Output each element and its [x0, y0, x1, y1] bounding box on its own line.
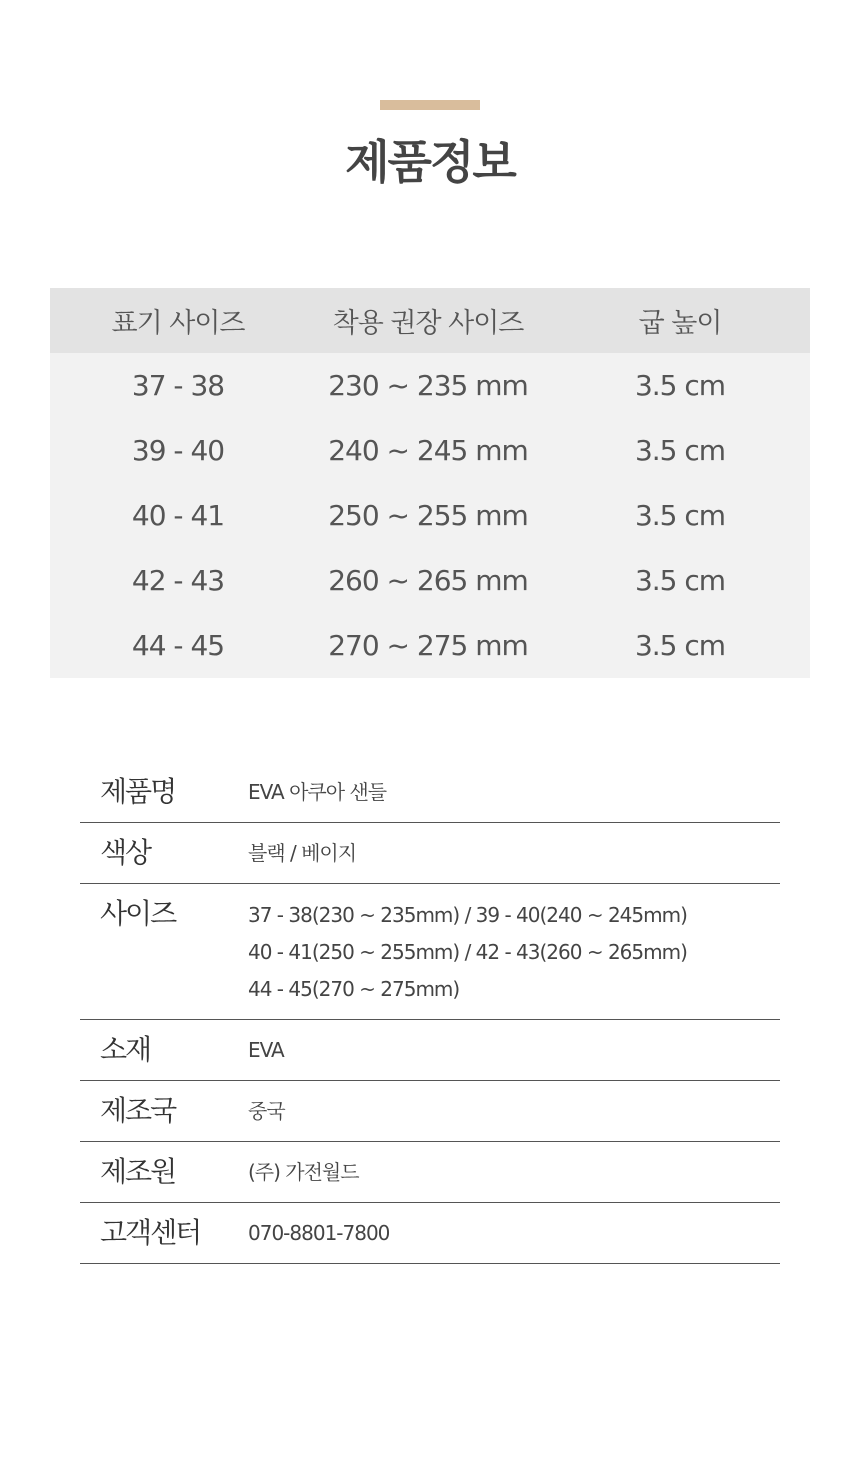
info-row-material	[80, 1020, 780, 1081]
info-value-size-list	[248, 884, 780, 1019]
size-label-cell: 37 - 38	[131, 369, 225, 402]
info-row-size	[80, 884, 780, 1020]
info-label: 고객센터	[100, 1216, 201, 1249]
table-row	[50, 353, 810, 418]
heel-height-cell: 3.5 cm	[634, 629, 726, 662]
size-table	[50, 288, 810, 678]
info-row-country	[80, 1081, 780, 1142]
recommended-size-cell: 240 ~ 245 mm	[328, 434, 528, 467]
size-line: 40 - 41(250 ~ 255mm) / 42 - 43(260 ~ 265mm)	[248, 940, 687, 964]
size-label-cell: 39 - 40	[131, 434, 225, 467]
recommended-size-cell: 250 ~ 255 mm	[328, 499, 528, 532]
info-value: 블랙 / 베이지	[248, 841, 357, 865]
info-value: 중국	[248, 1099, 285, 1123]
info-value: EVA	[248, 1038, 284, 1062]
size-line: 37 - 38(230 ~ 235mm) / 39 - 40(240 ~ 245mm)	[248, 903, 687, 927]
info-label: 색상	[100, 836, 151, 869]
table-row	[50, 548, 810, 613]
info-row-color	[80, 823, 780, 884]
info-value: 070-8801-7800	[248, 1221, 390, 1245]
page-title: 제품정보	[345, 135, 515, 189]
info-value: (주) 가전월드	[248, 1160, 359, 1184]
info-value: EVA 아쿠아 샌들	[248, 780, 387, 804]
heel-height-cell: 3.5 cm	[634, 499, 726, 532]
table-row	[50, 418, 810, 483]
recommended-size-cell: 270 ~ 275 mm	[328, 629, 528, 662]
header-heel-height: 굽 높이	[638, 308, 722, 339]
table-row	[50, 613, 810, 678]
recommended-size-cell: 230 ~ 235 mm	[328, 369, 528, 402]
size-label-cell: 42 - 43	[131, 564, 225, 597]
heel-height-cell: 3.5 cm	[634, 369, 726, 402]
info-row-manufacturer	[80, 1142, 780, 1203]
info-row-customer-center	[80, 1203, 780, 1264]
info-label: 제조국	[100, 1094, 176, 1127]
size-label-cell: 40 - 41	[131, 499, 225, 532]
size-line: 44 - 45(270 ~ 275mm)	[248, 977, 460, 1001]
info-row-product-name	[80, 762, 780, 823]
heel-height-cell: 3.5 cm	[634, 434, 726, 467]
heel-height-cell: 3.5 cm	[634, 564, 726, 597]
info-label: 제품명	[100, 775, 176, 808]
info-label: 사이즈	[100, 897, 176, 930]
size-label-cell: 44 - 45	[131, 629, 225, 662]
info-label: 소재	[100, 1033, 151, 1066]
info-label: 제조원	[100, 1155, 176, 1188]
size-table-header	[50, 288, 810, 353]
header-label-size: 표기 사이즈	[111, 308, 245, 339]
product-info-table	[80, 762, 780, 1264]
recommended-size-cell: 260 ~ 265 mm	[328, 564, 528, 597]
table-row	[50, 483, 810, 548]
title-accent-bar	[380, 100, 480, 110]
header-recommended-size: 착용 권장 사이즈	[332, 308, 524, 339]
